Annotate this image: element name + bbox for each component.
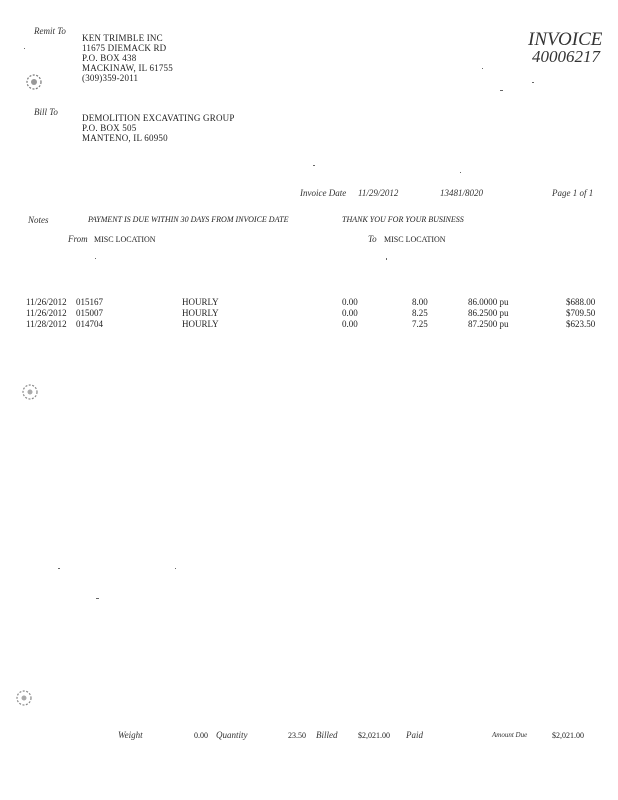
scan-speck bbox=[500, 90, 503, 91]
bill-line: MANTENO, IL 60950 bbox=[82, 133, 168, 143]
stamp-seal-icon bbox=[20, 382, 40, 402]
total-billed: $2,021.00 bbox=[358, 731, 390, 740]
row-quantity: 8.25 bbox=[412, 308, 428, 318]
row-amount: $688.00 bbox=[566, 297, 596, 307]
to-location: MISC LOCATION bbox=[384, 235, 446, 244]
amount-due-label: Amount Due bbox=[492, 731, 528, 739]
company-logo-seal bbox=[24, 72, 44, 92]
remit-line: KEN TRIMBLE INC bbox=[82, 33, 163, 43]
scan-speck bbox=[532, 82, 534, 83]
scan-speck bbox=[95, 258, 96, 259]
line-items-table bbox=[0, 297, 618, 331]
scan-speck bbox=[386, 258, 387, 260]
row-amount: $709.50 bbox=[566, 308, 596, 318]
bill-line: P.O. BOX 505 bbox=[82, 123, 137, 133]
row-rate: 86.2500 pu bbox=[468, 308, 509, 318]
total-quantity-label: Quantity bbox=[216, 730, 248, 740]
row-date: 11/28/2012 bbox=[26, 319, 67, 329]
row-type: HOURLY bbox=[182, 308, 219, 318]
total-weight-label: Weight bbox=[118, 730, 143, 740]
table-row bbox=[0, 297, 618, 307]
scan-speck bbox=[482, 68, 483, 69]
table-row bbox=[0, 319, 618, 329]
total-weight: 0.00 bbox=[194, 731, 208, 740]
remit-line: (309)359-2011 bbox=[82, 73, 139, 83]
remit-to-label: Remit To bbox=[34, 26, 66, 36]
to-label: To bbox=[368, 234, 377, 244]
notes-label: Notes bbox=[28, 215, 49, 225]
row-date: 11/26/2012 bbox=[26, 308, 67, 318]
row-type: HOURLY bbox=[182, 297, 219, 307]
remit-line: 11675 DIEMACK RD bbox=[82, 43, 167, 53]
invoice-date-label: Invoice Date bbox=[300, 188, 347, 198]
row-rate: 86.0000 pu bbox=[468, 297, 509, 307]
invoice-date: 11/29/2012 bbox=[358, 188, 399, 198]
stamp-seal-icon bbox=[14, 688, 34, 708]
row-quantity: 7.25 bbox=[412, 319, 428, 329]
row-rate: 87.2500 pu bbox=[468, 319, 509, 329]
total-paid-label: Paid bbox=[406, 730, 423, 740]
scan-speck bbox=[175, 568, 176, 569]
row-type: HOURLY bbox=[182, 319, 219, 329]
row-weight: 0.00 bbox=[342, 297, 358, 307]
bill-line: DEMOLITION EXCAVATING GROUP bbox=[82, 113, 235, 123]
row-quantity: 8.00 bbox=[412, 297, 428, 307]
bill-to-address bbox=[82, 113, 235, 143]
total-quantity: 23.50 bbox=[288, 731, 306, 740]
amount-due: $2,021.00 bbox=[552, 731, 584, 740]
table-row bbox=[0, 308, 618, 318]
remit-line: MACKINAW, IL 61755 bbox=[82, 63, 173, 73]
notes-thank-you: THANK YOU FOR YOUR BUSINESS bbox=[342, 215, 464, 224]
scan-speck bbox=[24, 48, 25, 49]
row-ticket: 015167 bbox=[76, 297, 103, 307]
page-indicator: Page 1 of 1 bbox=[552, 188, 594, 198]
scan-speck bbox=[96, 598, 99, 599]
remit-line: P.O. BOX 438 bbox=[82, 53, 137, 63]
row-date: 11/26/2012 bbox=[26, 297, 67, 307]
row-ticket: 014704 bbox=[76, 319, 103, 329]
row-weight: 0.00 bbox=[342, 308, 358, 318]
notes-payment-terms: PAYMENT IS DUE WITHIN 30 DAYS FROM INVOICE DATE bbox=[88, 215, 289, 224]
row-ticket: 015007 bbox=[76, 308, 103, 318]
invoice-number: 40006217 bbox=[532, 47, 600, 66]
row-weight: 0.00 bbox=[342, 319, 358, 329]
total-billed-label: Billed bbox=[316, 730, 338, 740]
scan-speck bbox=[460, 172, 461, 173]
invoice-title: INVOICE bbox=[528, 29, 603, 50]
scan-speck bbox=[58, 568, 60, 569]
bill-to-label: Bill To bbox=[34, 107, 58, 117]
remit-to-address bbox=[82, 33, 173, 83]
scan-speck bbox=[313, 165, 315, 166]
from-label: From bbox=[68, 234, 88, 244]
row-amount: $623.50 bbox=[566, 319, 596, 329]
from-location: MISC LOCATION bbox=[94, 235, 156, 244]
reference-number: 13481/8020 bbox=[440, 188, 484, 198]
